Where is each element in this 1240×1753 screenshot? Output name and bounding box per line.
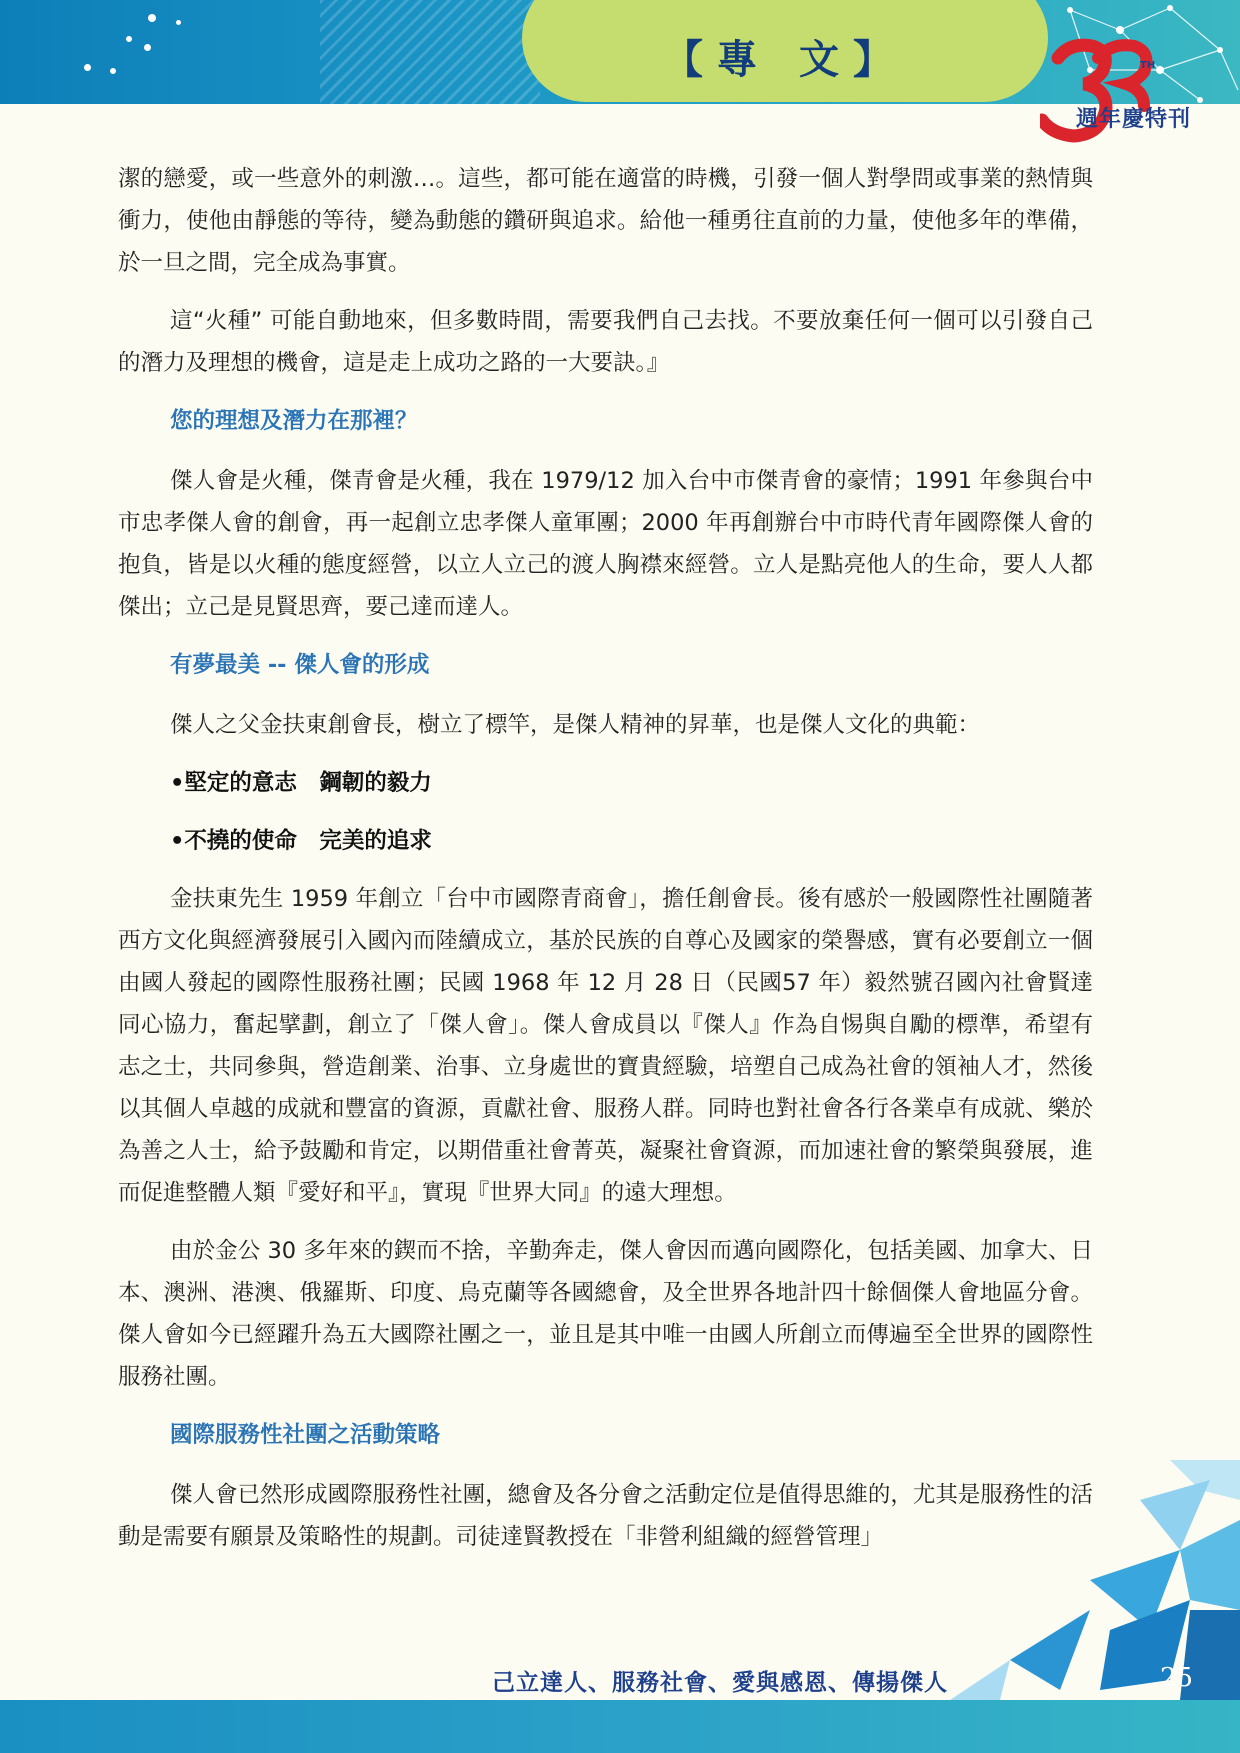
paragraph: 金扶東先生 1959 年創立「台中市國際青商會」，擔任創會長。後有感於一般國際性社團隨著西方文化與經濟發展引入國內而陸續成立，基於民族的自尊心及國家的榮譽感，實有必要創立一個由國人發起的國際性服務社團；民國 1968 年 12 月 28 日（民國57 年）毅然號召國內社會賢達同心協力，奮起擘劃，創立了「傑人會」。傑人會成員以『傑人』作為自惕與自勵的標準，希望有志之士，共同參與，營造創業、治事、立身處世的寶貴經驗，培塑自己成為社會的領袖人才，然後以其個人卓越的成就和豐富的資源，貢獻社會、服務人群。同時也對社會各行各業卓有成就、樂於為善之人士，給予鼓勵和肯定，以期借重社會菁英，凝聚社會資源，而加速社會的繁榮與發展，進而促進整體人類『愛好和平』，實現『世界大同』的遠大理想。 [118,886,1093,1206]
anniversary-text: 週年慶特刊 [1076,106,1192,132]
paragraph: 傑人會是火種，傑青會是火種，我在 1979/12 加入台中市傑青會的豪情；1991 年參與台中市忠孝傑人會的創會，再一起創立忠孝傑人童軍團；2000 年再創辦台中市時代青年國際傑人會的抱負，皆是以火種的態度經營，以立人立己的渡人胸襟來經營。立人是點亮他人的生命，要人人都傑出；立己是見賢思齊，要己達而達人。 [118,468,1093,620]
corner-decoration-icon [950,1460,1240,1710]
paragraph: 潔的戀愛，或一些意外的刺激…。這些，都可能在適當的時機，引發一個人對學問或事業的熱情與衝力，使他由靜態的等待，變為動態的鑽研與追求。給他一種勇往直前的力量，使他多年的準備，於一旦之間，完全成為事實。 [118,166,1093,276]
page-number: 25 [1160,1663,1194,1693]
anniversary-superscript: TH [1140,60,1156,71]
decorative-dot [126,36,132,42]
bullet-item: •堅定的意志 鋼韌的毅力 [170,770,432,796]
bullet-item: •不撓的使命 完美的追求 [170,828,432,854]
decorative-dot [176,20,181,25]
footer-bar [0,1700,1240,1753]
decorative-dot [144,44,151,51]
decorative-dot [148,14,156,22]
anniversary-logo-icon [1040,38,1240,158]
section-heading: 國際服務性社團之活動策略 [170,1422,441,1448]
paragraph: 傑人會已然形成國際服務性社團，總會及各分會之活動定位是值得思維的，尤其是服務性的活動是需要有願景及策略性的規劃。司徒達賢教授在「非營利組織的經營管理」 [118,1482,1093,1550]
section-heading: 有夢最美 -- 傑人會的形成 [170,652,430,678]
section-title: 【專 文】 [663,36,907,83]
decorative-stripes [320,0,540,104]
decorative-dot [110,68,116,74]
paragraph: 傑人之父金扶東創會長，樹立了標竿，是傑人精神的昇華，也是傑人文化的典範： [170,712,981,738]
paragraph: 這“火種” 可能自動地來，但多數時間，需要我們自己去找。不要放棄任何一個可以引發自己的潛力及理想的機會，這是走上成功之路的一大要訣。』 [118,308,1093,376]
paragraph: 由於金公 30 多年來的鍥而不捨，辛勤奔走，傑人會因而邁向國際化，包括美國、加拿大、日本、澳洲、港澳、俄羅斯、印度、烏克蘭等各國總會，及全世界各地計四十餘個傑人會地區分會。傑人會如今已經躍升為五大國際社團之一，並且是其中唯一由國人所創立而傳遍至全世界的國際性服務社團。 [118,1238,1093,1390]
section-heading: 您的理想及潛力在那裡？ [170,408,418,434]
article-body [118,158,1093,1574]
footer-slogan: 己立達人、服務社會、愛與感恩、傳揚傑人 [492,1669,948,1696]
decorative-dot [84,64,91,71]
